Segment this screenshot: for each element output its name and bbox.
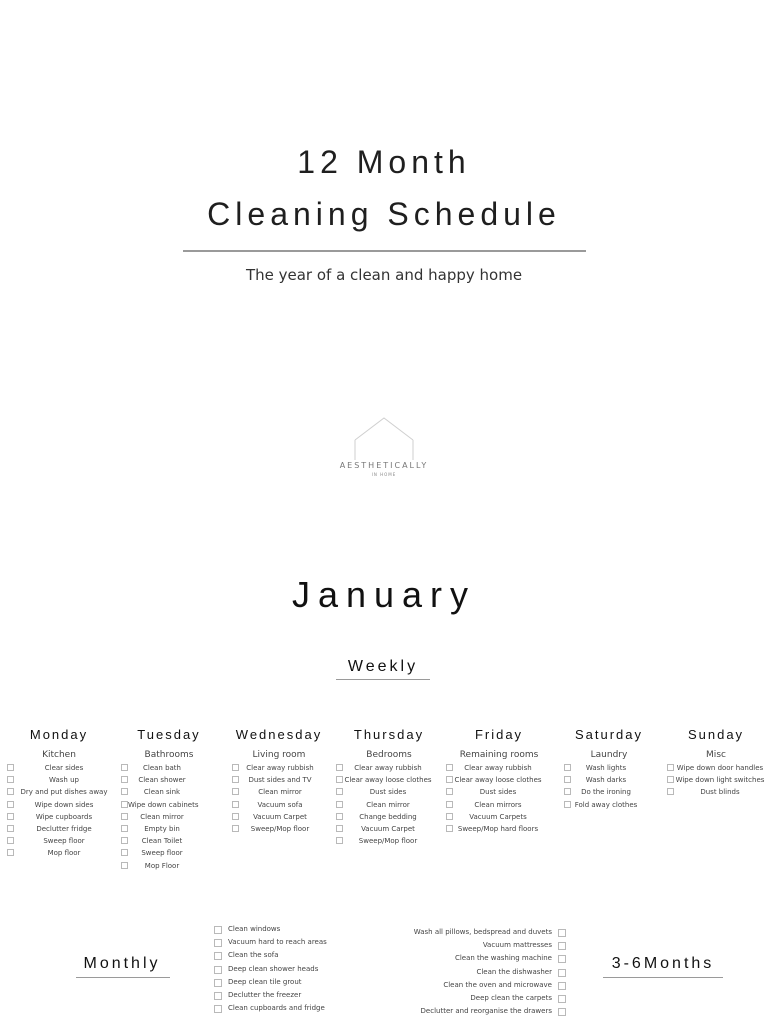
- checkbox[interactable]: [121, 801, 128, 808]
- task-label: Deep clean shower heads: [228, 964, 319, 973]
- day-column-saturday: [554, 726, 664, 811]
- task-label: Clear away loose clothes: [454, 776, 542, 785]
- checkbox[interactable]: [558, 942, 566, 950]
- checkbox[interactable]: [121, 788, 128, 795]
- task-item: [554, 799, 664, 811]
- task-item: [114, 774, 224, 786]
- task-label: Clear away rubbish: [464, 764, 532, 772]
- checkbox[interactable]: [121, 825, 128, 832]
- task-item: [4, 762, 114, 774]
- day-name: Tuesday: [137, 727, 201, 742]
- task-label: Dust blinds: [700, 788, 740, 797]
- task-label: Clean mirror: [366, 800, 410, 809]
- day-name: Friday: [474, 727, 524, 742]
- day-column-tuesday: [114, 726, 224, 872]
- checkbox[interactable]: [558, 995, 566, 1003]
- three-six-months-task-item: [400, 992, 570, 1005]
- task-label: Declutter and reorganise the drawers: [420, 1007, 552, 1016]
- page-title-line-1: 12 Month: [297, 144, 471, 180]
- task-label: Sweep/Mop floor: [358, 837, 418, 846]
- task-item: [224, 799, 334, 811]
- day-column-friday: [444, 726, 554, 835]
- task-label: Clear away rubbish: [354, 764, 422, 772]
- task-item: [554, 774, 664, 786]
- page-subtitle: The year of a clean and happy home: [245, 266, 523, 284]
- page-title-line-2: Cleaning Schedule: [207, 196, 561, 232]
- task-item: [334, 762, 444, 774]
- day-category: Laundry: [590, 750, 628, 760]
- task-label: Mop floor: [47, 849, 81, 858]
- logo-subtext: IN HOME: [371, 472, 397, 477]
- task-label: Wash all pillows, bedspread and duvets: [413, 928, 552, 936]
- three-six-months-task-item: [400, 952, 570, 965]
- task-label: Vacuum mattresses: [482, 941, 552, 950]
- task-list: [4, 762, 114, 860]
- task-label: Sweep/Mop hard floors: [457, 824, 539, 833]
- checkbox[interactable]: [214, 992, 222, 1000]
- task-item: [334, 786, 444, 798]
- monthly-underline: [76, 977, 170, 978]
- checkbox[interactable]: [558, 1008, 566, 1016]
- task-item: [444, 786, 554, 798]
- task-label: Dry and put dishes away: [20, 788, 108, 797]
- day-column-wednesday: [224, 726, 334, 835]
- task-item: [4, 847, 114, 859]
- day-category: Bathrooms: [144, 750, 194, 760]
- task-label: Vacuum sofa: [257, 800, 303, 809]
- task-item: [224, 823, 334, 835]
- task-item: [554, 762, 664, 774]
- day-column-sunday: [664, 726, 768, 799]
- checkbox[interactable]: [214, 952, 222, 960]
- checkbox[interactable]: [121, 849, 128, 856]
- checkbox[interactable]: [121, 776, 128, 783]
- checkbox[interactable]: [7, 764, 14, 771]
- task-label: Dust sides: [479, 788, 517, 797]
- logo-wordmark: AESTHETICALLY: [339, 461, 429, 470]
- three-six-months-task-list: [400, 926, 570, 1018]
- task-label: Sweep/Mop floor: [250, 824, 310, 833]
- checkbox[interactable]: [214, 926, 222, 934]
- task-item: [4, 811, 114, 823]
- task-item: [554, 786, 664, 798]
- task-label: Clear away rubbish: [246, 764, 314, 772]
- task-item: [114, 799, 224, 811]
- task-item: [664, 762, 768, 774]
- three-six-months-task-item: [400, 1005, 570, 1018]
- day-category: Remaining rooms: [459, 750, 539, 760]
- task-label: Deep clean the carpets: [470, 993, 552, 1002]
- task-item: [114, 835, 224, 847]
- task-item: [444, 762, 554, 774]
- task-item: [224, 811, 334, 823]
- task-item: [664, 774, 768, 786]
- task-label: Clean cupboards and fridge: [228, 1004, 325, 1013]
- monthly-task-item: [214, 963, 364, 976]
- task-item: [4, 774, 114, 786]
- monthly-task-item: [214, 936, 364, 949]
- task-list: [334, 762, 444, 847]
- task-item: [334, 835, 444, 847]
- three-six-months-underline: [603, 977, 723, 978]
- task-label: Fold away clothes: [574, 800, 638, 809]
- task-item: [4, 786, 114, 798]
- checkbox[interactable]: [121, 862, 128, 869]
- task-item: [114, 847, 224, 859]
- task-item: [444, 823, 554, 835]
- checkbox[interactable]: [121, 764, 128, 771]
- day-name: Monday: [29, 727, 89, 742]
- task-label: Clean mirrors: [474, 800, 522, 809]
- monthly-task-item: [214, 949, 364, 962]
- task-item: [4, 799, 114, 811]
- checkbox[interactable]: [558, 955, 566, 963]
- task-label: Clean Toilet: [141, 837, 183, 846]
- checkbox[interactable]: [7, 825, 14, 832]
- task-label: Empty bin: [144, 824, 180, 833]
- task-label: Declutter fridge: [36, 824, 92, 833]
- day-name: Wednesday: [235, 727, 323, 742]
- monthly-task-item: [214, 1002, 364, 1015]
- task-label: Wash darks: [585, 776, 627, 785]
- task-item: [114, 811, 224, 823]
- monthly-task-item: [214, 989, 364, 1002]
- task-item: [334, 811, 444, 823]
- task-list: [664, 762, 768, 799]
- checkbox[interactable]: [7, 837, 14, 844]
- task-label: Vacuum Carpet: [253, 812, 307, 821]
- checkbox[interactable]: [214, 939, 222, 947]
- task-item: [444, 811, 554, 823]
- task-item: [664, 786, 768, 798]
- task-item: [114, 786, 224, 798]
- task-label: Clean the dishwasher: [476, 967, 552, 976]
- monthly-heading: Monthly: [83, 955, 161, 972]
- task-label: Clean the sofa: [228, 951, 279, 960]
- weekly-heading: Weekly: [347, 658, 419, 675]
- house-outline-icon: [352, 416, 416, 462]
- task-label: Sweep floor: [43, 837, 85, 846]
- three-six-months-task-item: [400, 926, 570, 939]
- task-label: Clean the oven and microwave: [443, 980, 552, 989]
- task-label: Mop Floor: [144, 861, 180, 870]
- task-label: Wash lights: [585, 764, 627, 772]
- task-label: Vacuum Carpet: [361, 824, 415, 833]
- task-item: [334, 799, 444, 811]
- task-label: Clean sink: [143, 788, 181, 797]
- checkbox[interactable]: [7, 776, 14, 783]
- checkbox[interactable]: [558, 929, 566, 937]
- task-label: Vacuum hard to reach areas: [228, 938, 327, 947]
- task-label: Wipe cupboards: [35, 812, 93, 821]
- task-item: [224, 786, 334, 798]
- checkbox[interactable]: [7, 801, 14, 808]
- day-category: Living room: [252, 750, 306, 760]
- task-item: [334, 774, 444, 786]
- three-six-months-task-item: [400, 979, 570, 992]
- task-label: Wipe down sides: [34, 800, 94, 809]
- weekly-underline: [336, 679, 430, 680]
- day-category: Kitchen: [42, 750, 76, 760]
- checkbox[interactable]: [7, 849, 14, 856]
- task-item: [114, 762, 224, 774]
- three-six-months-task-item: [400, 939, 570, 952]
- task-label: Deep clean tile grout: [228, 977, 302, 986]
- task-label: Wipe down light switches: [675, 776, 765, 785]
- task-list: [444, 762, 554, 835]
- task-item: [444, 799, 554, 811]
- day-category: Bedrooms: [366, 750, 412, 760]
- checkbox[interactable]: [121, 813, 128, 820]
- task-item: [4, 835, 114, 847]
- task-label: Sweep floor: [141, 849, 183, 858]
- checkbox[interactable]: [7, 788, 14, 795]
- task-list: [554, 762, 664, 811]
- task-label: Clean shower: [138, 776, 186, 785]
- task-item: [444, 774, 554, 786]
- task-item: [224, 774, 334, 786]
- task-item: [4, 823, 114, 835]
- task-label: Clean the washing machine: [454, 954, 552, 963]
- checkbox[interactable]: [558, 982, 566, 990]
- task-label: Clear sides: [44, 764, 84, 772]
- day-column-thursday: [334, 726, 444, 847]
- task-label: Do the ironing: [581, 788, 631, 797]
- task-label: Declutter the freezer: [228, 990, 302, 999]
- task-label: Clean mirror: [258, 788, 302, 797]
- task-label: Clear away loose clothes: [344, 776, 432, 785]
- day-name: Saturday: [574, 727, 644, 742]
- three-six-months-heading: 3-6Months: [611, 955, 715, 972]
- day-name: Thursday: [353, 727, 425, 742]
- three-six-months-task-item: [400, 966, 570, 979]
- checkbox[interactable]: [121, 837, 128, 844]
- month-title: January: [291, 574, 477, 615]
- task-label: Clean mirror: [140, 812, 184, 821]
- task-label: Clean windows: [228, 925, 281, 933]
- task-label: Dust sides: [369, 788, 407, 797]
- day-column-monday: [4, 726, 114, 860]
- task-label: Clean bath: [142, 764, 181, 772]
- monthly-task-item: [214, 976, 364, 989]
- task-item: [224, 762, 334, 774]
- task-item: [114, 823, 224, 835]
- task-label: Change bedding: [359, 812, 417, 821]
- task-item: [114, 860, 224, 872]
- monthly-task-list: [214, 923, 364, 1015]
- checkbox[interactable]: [7, 813, 14, 820]
- checkbox[interactable]: [214, 979, 222, 987]
- monthly-task-item: [214, 923, 364, 936]
- task-list: [224, 762, 334, 835]
- checkbox[interactable]: [558, 969, 566, 977]
- checkbox[interactable]: [214, 966, 222, 974]
- task-label: Wipe down cabinets: [128, 800, 199, 809]
- title-divider: [183, 250, 586, 252]
- task-label: Vacuum Carpets: [469, 812, 527, 821]
- task-label: Dust sides and TV: [248, 776, 312, 785]
- task-label: Wash up: [49, 776, 79, 785]
- checkbox[interactable]: [214, 1005, 222, 1013]
- day-category: Misc: [706, 750, 726, 760]
- task-label: Wipe down door handles: [676, 764, 764, 772]
- day-name: Sunday: [687, 727, 745, 742]
- task-list: [114, 762, 224, 872]
- task-item: [334, 823, 444, 835]
